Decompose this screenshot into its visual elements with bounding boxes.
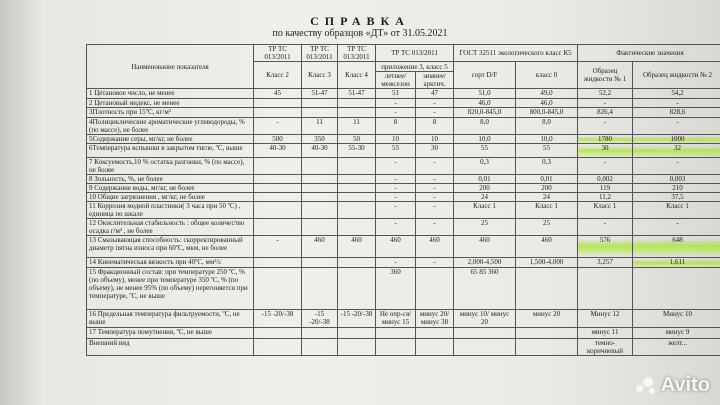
document-subtitle: по качеству образцов «ДТ» от 31.05.2021 — [272, 28, 448, 39]
table-cell: - — [376, 158, 416, 175]
table-cell: 460 — [416, 236, 454, 258]
table-cell — [454, 328, 516, 339]
table-cell: - — [376, 184, 416, 193]
header-class0: класс 0 — [516, 62, 578, 89]
row-name: Внешний вид — [87, 339, 254, 356]
table-cell: 826,4 — [578, 108, 633, 118]
table-cell: 30 — [416, 144, 454, 158]
table-cell: 55 — [376, 144, 416, 158]
table-cell: минус 10/ минус 20 — [454, 310, 516, 328]
table-cell: минус 9 — [633, 328, 720, 339]
table-cell: Минус 10 — [633, 310, 720, 328]
table-cell — [302, 339, 338, 356]
table-cell: 0,01 — [454, 175, 516, 184]
table-row — [87, 339, 720, 356]
table-cell — [254, 184, 302, 193]
row-name: 17 Температура помутнения, ºC, не выше — [87, 328, 254, 339]
table-row — [87, 219, 720, 236]
table-cell: 10 — [376, 135, 416, 144]
table-cell: 24 — [516, 193, 578, 202]
table-cell: 50 — [338, 135, 376, 144]
table-cell: - — [578, 99, 633, 108]
table-row — [87, 328, 720, 339]
header-actual: Фактические значения — [578, 45, 720, 62]
table-cell — [338, 158, 376, 175]
header-tr1: ТР ТС 013/2011 — [254, 45, 302, 62]
table-cell: 0,01 — [516, 175, 578, 184]
table-cell — [302, 219, 338, 236]
table-cell: -15 -20/-38 — [254, 310, 302, 328]
table-cell — [516, 339, 578, 356]
header-class3: Класс 3 — [302, 62, 338, 89]
header-sample2: Образец жидкости № 2 — [633, 62, 720, 89]
table-cell — [302, 258, 338, 268]
table-cell: 55 — [516, 144, 578, 158]
table-cell: - — [376, 193, 416, 202]
table-cell: минус 11 — [578, 328, 633, 339]
row-name: 8 Зольность, %, не более — [87, 175, 254, 184]
table-row — [87, 310, 720, 328]
table-cell — [254, 339, 302, 356]
table-cell — [338, 219, 376, 236]
table-cell: - — [578, 118, 633, 135]
table-cell: 46,0 — [454, 99, 516, 108]
table-row — [87, 268, 720, 310]
spec-table — [86, 44, 720, 356]
table-cell: 49,0 — [516, 89, 578, 99]
header-class2: Класс 2 — [254, 62, 302, 89]
table-cell: 11 — [302, 118, 338, 135]
table-cell: 210 — [633, 184, 720, 193]
table-row — [87, 135, 720, 144]
header-tr2: ТР ТС 013/2011 — [302, 45, 338, 62]
table-cell — [302, 158, 338, 175]
table-cell — [302, 268, 338, 310]
table-cell: 2,000-4,500 — [454, 258, 516, 268]
table-row — [87, 175, 720, 184]
row-name: 12 Окислительная стабильность : общее количество осадка г/м³ , не более — [87, 219, 254, 236]
table-cell: - — [416, 202, 454, 219]
table-cell: 460 — [302, 236, 338, 258]
table-cell — [338, 193, 376, 202]
row-name: 4Полициклические ароматические углеводороды, % (по массе), не более — [87, 118, 254, 135]
table-cell: Класс 1 — [578, 202, 633, 219]
header-tr3: ТР ТС 013/2011 — [338, 45, 376, 62]
table-cell: -15 -20/-38 — [302, 310, 338, 328]
row-name: 2 Цетановый индекс, не менее — [87, 99, 254, 108]
table-cell — [338, 328, 376, 339]
table-row — [87, 236, 720, 258]
table-cell — [302, 108, 338, 118]
table-cell: - — [578, 158, 633, 175]
table-cell: желт... — [633, 339, 720, 356]
row-name: 16 Предельная температура фильтруемости, ºC, не выше — [87, 310, 254, 328]
row-name: 7 Коксуемость,10 % остатка разгонки, % (по массе), не более — [87, 158, 254, 175]
table-row — [87, 193, 720, 202]
table-cell — [302, 175, 338, 184]
table-cell: - — [254, 118, 302, 135]
table-cell: темно- коричневый — [578, 339, 633, 356]
table-cell: 1,611 — [633, 258, 720, 268]
table-cell — [416, 339, 454, 356]
table-cell: 45 — [254, 89, 302, 99]
table-cell: 460 — [516, 236, 578, 258]
header-gost: ГОСТ 32511 экологического класс К5 — [454, 45, 578, 62]
table-row — [87, 258, 720, 268]
table-cell: 55 — [454, 144, 516, 158]
table-cell — [376, 328, 416, 339]
table-row — [87, 144, 720, 158]
table-cell — [254, 193, 302, 202]
table-cell — [302, 193, 338, 202]
avito-logo-icon — [636, 376, 658, 396]
table-cell: 500 — [254, 135, 302, 144]
row-name: 15 Фракционный состав: при температуре 250 ºC, % (по объему), менее при температуре 350 ºC, % (по объему), не менее 95% (по объему) перегоняется при температуре, ºC, не выше — [87, 268, 254, 310]
table-cell: 51 — [376, 89, 416, 99]
table-cell: - — [578, 219, 633, 236]
table-row — [87, 108, 720, 118]
header-summer: летнее/ межсезон — [376, 72, 416, 89]
table-cell: 51-47 — [338, 89, 376, 99]
table-cell: 52,2 — [578, 89, 633, 99]
table-row — [87, 202, 720, 219]
row-name: 5Содержание серы, мг/кг, не более — [87, 135, 254, 144]
table-cell: - — [416, 175, 454, 184]
header-sample1: Образец жидкости № 1 — [578, 62, 633, 89]
table-cell: 350 — [302, 135, 338, 144]
table-cell: 0,003 — [633, 175, 720, 184]
table-row — [87, 158, 720, 175]
table-cell: 828,6 — [633, 108, 720, 118]
table-cell: 8 — [416, 118, 454, 135]
table-cell: -15 -20/-38 — [338, 310, 376, 328]
table-cell: 460 — [376, 236, 416, 258]
table-cell: - — [633, 219, 720, 236]
table-cell: 8,0 — [454, 118, 516, 135]
row-name: 14 Кинематическая вязкость при 40ºC, мм²/с — [87, 258, 254, 268]
table-cell — [338, 175, 376, 184]
table-cell: 460 — [454, 236, 516, 258]
table-cell — [254, 158, 302, 175]
table-cell: Не опр-ся/ минус 15 — [376, 310, 416, 328]
table-cell: 51,0 — [454, 89, 516, 99]
table-cell — [254, 99, 302, 108]
table-cell: 360 — [376, 268, 416, 310]
table-cell: 65 85 360 — [454, 268, 516, 310]
table-cell — [578, 268, 633, 310]
table-cell: 1000 — [633, 135, 720, 144]
table-cell: 40-30 — [254, 144, 302, 158]
table-cell: 24 — [454, 193, 516, 202]
table-cell: - — [416, 99, 454, 108]
table-cell: 200 — [454, 184, 516, 193]
table-cell — [338, 99, 376, 108]
table-cell — [454, 339, 516, 356]
table-cell: - — [416, 219, 454, 236]
table-cell — [254, 108, 302, 118]
table-row — [87, 184, 720, 193]
header-tr4-sub: приложение 3, класс 5 — [376, 62, 454, 72]
table-cell — [254, 268, 302, 310]
header-winter: зимнее/ арктич. — [416, 72, 454, 89]
table-cell: 648 — [633, 236, 720, 258]
table-cell: 51-47 — [302, 89, 338, 99]
table-cell: 460 — [338, 236, 376, 258]
header-sort: сорт D/F — [454, 62, 516, 89]
table-cell: 46,0 — [516, 99, 578, 108]
table-cell — [338, 258, 376, 268]
row-name: 11 Коррозия медной пластинки( 3 часа при 50 ºC) , единица по шкале — [87, 202, 254, 219]
table-cell — [416, 328, 454, 339]
table-cell: 0,3 — [454, 158, 516, 175]
row-name: 9 Содержание воды, мг/кг, не более — [87, 184, 254, 193]
header-tr4: ТР ТС 013/2011 — [376, 45, 454, 62]
table-cell — [338, 184, 376, 193]
table-cell: 10,0 — [454, 135, 516, 144]
table-cell: - — [633, 158, 720, 175]
table-cell: Класс 1 — [516, 202, 578, 219]
table-cell: 0,002 — [578, 175, 633, 184]
table-cell: 32 — [633, 144, 720, 158]
table-cell: Класс 1 — [633, 202, 720, 219]
table-cell — [516, 328, 578, 339]
table-cell: 800,0-845,0 — [516, 108, 578, 118]
table-row — [87, 118, 720, 135]
row-name: 10 Общие загрязнения , мг/кг, не более — [87, 193, 254, 202]
table-cell: 37,5 — [633, 193, 720, 202]
table-cell: - — [416, 258, 454, 268]
table-cell: 576 — [578, 236, 633, 258]
table-cell — [302, 328, 338, 339]
table-cell: 0,3 — [516, 158, 578, 175]
table-cell — [376, 339, 416, 356]
header-class4: Класс 4 — [338, 62, 376, 89]
table-cell: - — [376, 202, 416, 219]
table-cell — [338, 339, 376, 356]
table-cell: 3,257 — [578, 258, 633, 268]
table-cell: 820,0-845,0 — [454, 108, 516, 118]
table-cell: 10 — [416, 135, 454, 144]
table-cell — [338, 202, 376, 219]
row-name: 1 Цетановое число, не менее — [87, 89, 254, 99]
table-cell — [302, 184, 338, 193]
document-title: СПРАВКА — [310, 14, 410, 28]
table-cell: Минус 12 — [578, 310, 633, 328]
avito-watermark — [636, 374, 710, 397]
table-cell: 8 — [376, 118, 416, 135]
table-cell: - — [416, 184, 454, 193]
table-cell — [338, 268, 376, 310]
table-cell: 11 — [338, 118, 376, 135]
watermark-text: Avito — [660, 374, 710, 396]
table-cell — [338, 108, 376, 118]
table-cell: - — [376, 175, 416, 184]
table-cell — [302, 99, 338, 108]
table-cell: - — [633, 118, 720, 135]
table-cell — [516, 268, 578, 310]
table-cell: - — [376, 99, 416, 108]
table-cell: - — [416, 158, 454, 175]
table-cell: - — [254, 236, 302, 258]
table-cell: 54,2 — [633, 89, 720, 99]
table-cell: - — [416, 108, 454, 118]
table-cell: - — [416, 193, 454, 202]
table-row — [87, 89, 720, 99]
table-cell: 8,0 — [516, 118, 578, 135]
table-cell: 30 — [578, 144, 633, 158]
table-cell: минус 20/ минус 38 — [416, 310, 454, 328]
row-name: 13 Смазывающая способность: скорректированный диаметр пятна износа при 60ºC, мкм, не более — [87, 236, 254, 258]
table-cell: - — [376, 258, 416, 268]
table-cell: Класс 1 — [454, 202, 516, 219]
table-cell: 25 — [516, 219, 578, 236]
table-cell — [254, 175, 302, 184]
table-cell: - — [376, 219, 416, 236]
header-name: Наименование показателя — [87, 45, 254, 89]
table-cell — [254, 202, 302, 219]
table-cell: 25 — [454, 219, 516, 236]
table-cell: минус 20 — [516, 310, 578, 328]
row-name: 3Плотность при 15ºC, кг/м³ — [87, 108, 254, 118]
table-cell: - — [376, 108, 416, 118]
table-cell: 40-30 — [302, 144, 338, 158]
table-cell: 11,2 — [578, 193, 633, 202]
table-row — [87, 99, 720, 108]
table-cell: 1780 — [578, 135, 633, 144]
table-cell: 200 — [516, 184, 578, 193]
table-cell: 119 — [578, 184, 633, 193]
table-cell — [254, 258, 302, 268]
table-cell: - — [633, 99, 720, 108]
table-cell: 47 — [416, 89, 454, 99]
table-cell — [254, 219, 302, 236]
table-cell: 55-30 — [338, 144, 376, 158]
table-cell: 10,0 — [516, 135, 578, 144]
table-cell — [302, 202, 338, 219]
table-cell — [416, 268, 454, 310]
table-cell — [633, 268, 720, 310]
table-cell — [254, 328, 302, 339]
row-name: 6Температура вспышки в закрытом тигле, ºC, выше — [87, 144, 254, 158]
table-cell: 1,500-4,000 — [516, 258, 578, 268]
